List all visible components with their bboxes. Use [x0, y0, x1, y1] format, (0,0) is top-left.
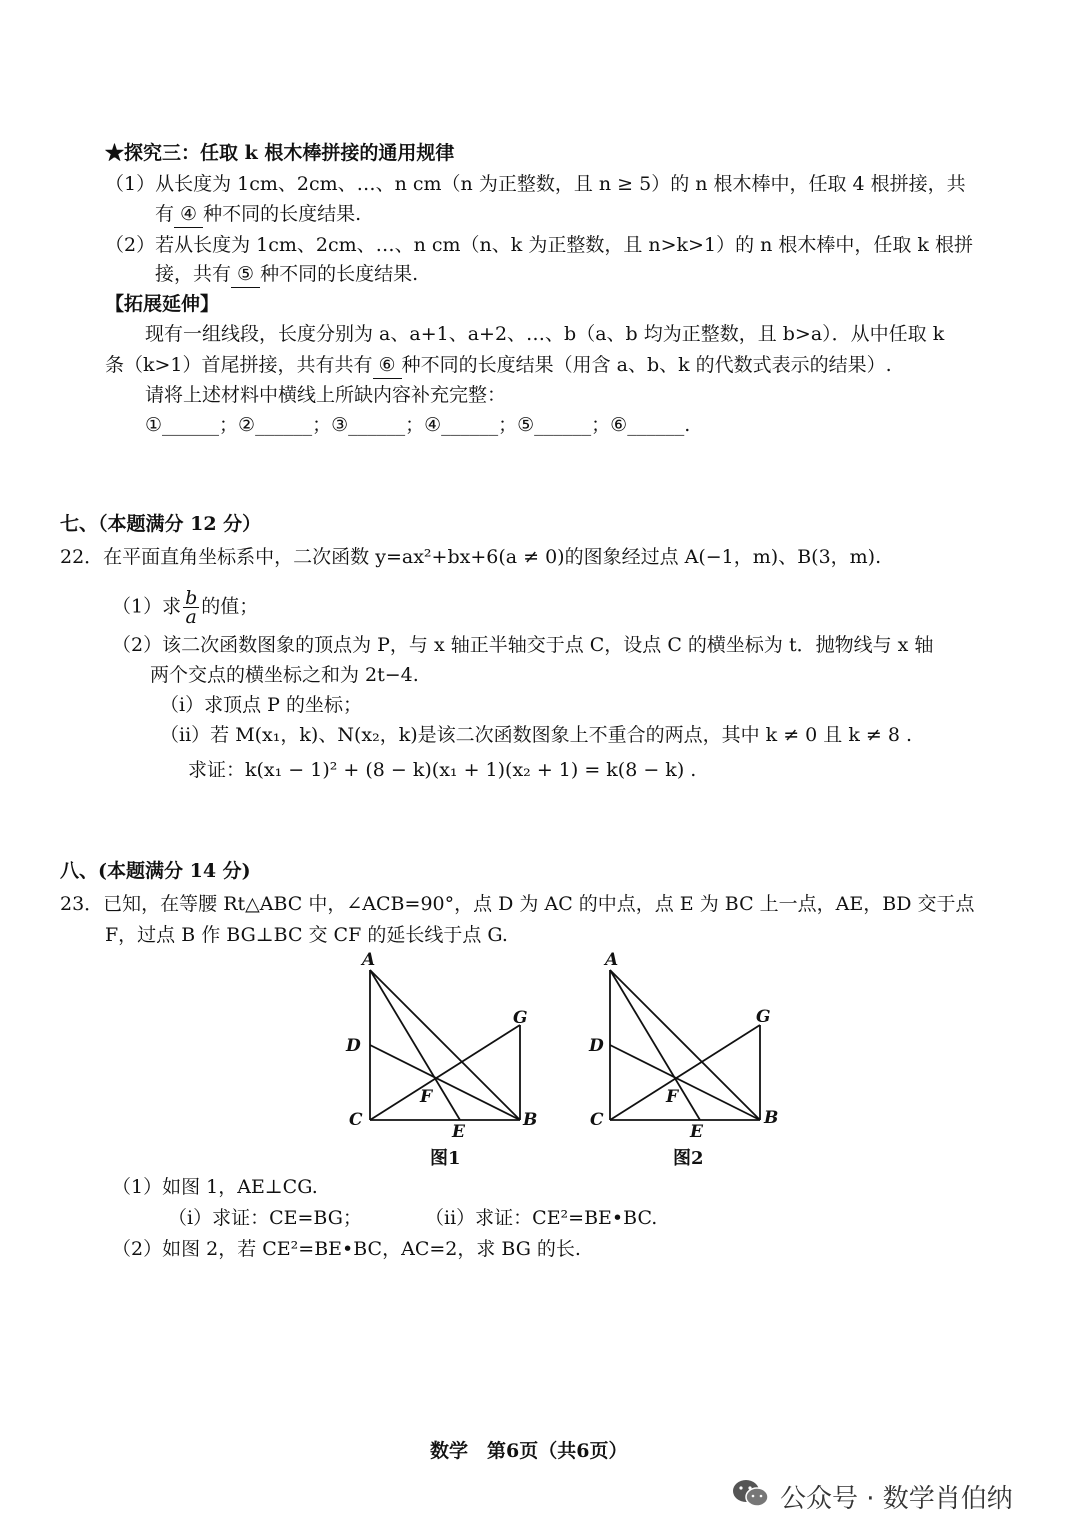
q23-part1-ii: （ii）求证：CE²=BE•BC.: [425, 1207, 658, 1229]
label-G: G: [756, 1007, 771, 1027]
label-B: B: [764, 1108, 779, 1128]
blank-4: ④: [174, 201, 203, 228]
figure-1: [340, 945, 550, 1140]
q23-part2: （2）如图 2，若 CE²=BE•BC，AC=2，求 BG 的长.: [112, 1238, 581, 1260]
q23-stem-line1: 23．已知，在等腰 Rt△ABC 中，∠ACB=90°，点 D 为 AC 的中点，点 E 为 BC 上一点，AE，BD 交于点: [60, 893, 975, 915]
label-C: C: [349, 1110, 363, 1130]
q22-part1: （1）求 $\frac{b}{a}$ 的值；: [112, 587, 259, 628]
label-C: C: [590, 1110, 604, 1130]
wechat-icon: [732, 1478, 770, 1514]
q22-part2-i: （i）求顶点 P 的坐标；: [160, 694, 362, 716]
explore3-p2-line2: 接，共有 ⑤ 种不同的长度结果.: [155, 261, 418, 288]
label-G: G: [513, 1008, 528, 1028]
q22-stem: 22．在平面直角坐标系中，二次函数 y=ax²+bx+6(a ≠ 0)的图象经过点 A(−1，m)、B(3，m).: [60, 546, 882, 568]
q22-prove: 求证：k(x₁ − 1)² + (8 − k)(x₁ + 1)(x₂ + 1) = k(8 − k) .: [188, 759, 697, 781]
figure-2: [580, 945, 790, 1140]
label-F: F: [420, 1087, 433, 1107]
blank-5: ⑤: [231, 261, 260, 288]
label-E: E: [690, 1122, 703, 1140]
extend-title: 【拓展延伸】: [105, 293, 220, 315]
extend-line3: 请将上述材料中横线上所缺内容补充完整：: [145, 384, 507, 406]
q23-part1: （1）如图 1，AE⊥CG.: [112, 1176, 318, 1198]
label-F: F: [666, 1087, 679, 1107]
page-footer: 数学 第6页（共6页）: [430, 1440, 628, 1462]
extend-line1: 现有一组线段，长度分别为 a、a+1、a+2、…、b（a、b 均为正整数，且 b>a）．从中任取 k: [145, 323, 945, 345]
label-A: A: [362, 950, 376, 970]
q23-part1-i: （i）求证：CE=BG；: [168, 1207, 362, 1229]
explore3-p1-line2: 有 ④ 种不同的长度结果.: [155, 201, 361, 228]
explore3-title: ★探究三：任取 k 根木棒拼接的通用规律: [105, 142, 455, 164]
watermark-text: 公众号 · 数学肖伯纳: [780, 1484, 1013, 1514]
label-D: D: [589, 1036, 604, 1056]
q23-stem-line2: F，过点 B 作 BG⊥BC 交 CF 的延长线于点 G.: [105, 924, 508, 946]
extend-line2: 条（k>1）首尾拼接，共有共有 ⑥ 种不同的长度结果（用含 a、b、k 的代数式表示的结果）.: [105, 352, 892, 379]
answer-blanks: ①______；②______；③______；④______；⑤______；⑥______.: [145, 414, 691, 436]
explore3-p2-line1: （2）若从长度为 1cm、2cm、…、n cm（n、k 为正整数，且 n>k>1）的 n 根木棒中，任取 k 根拼: [105, 234, 973, 256]
blank-6: ⑥: [373, 352, 402, 379]
label-A: A: [605, 950, 619, 970]
figure-2-caption: 图2: [673, 1148, 704, 1169]
explore3-p1-line1: （1）从长度为 1cm、2cm、…、n cm（n 为正整数，且 n ≥ 5）的 n 根木棒中，任取 4 根拼接，共: [105, 173, 966, 195]
fraction-b-over-a: $\frac{b}{a}$: [185, 587, 198, 628]
section7-heading: 七、（本题满分 12 分）: [60, 513, 262, 535]
label-E: E: [452, 1122, 465, 1140]
q22-part2-line2: 两个交点的横坐标之和为 2t−4.: [150, 664, 419, 686]
label-D: D: [346, 1036, 361, 1056]
q22-part2-line1: （2）该二次函数图象的顶点为 P，与 x 轴正半轴交于点 C，设点 C 的横坐标为 t．抛物线与 x 轴: [112, 634, 934, 656]
section8-heading: 八、(本题满分 14 分): [60, 860, 251, 882]
label-B: B: [523, 1110, 538, 1130]
q22-part2-ii: （ii）若 M(x₁，k)、N(x₂，k)是该二次函数图象上不重合的两点，其中 k ≠ 0 且 k ≠ 8 .: [160, 724, 913, 746]
figure-1-caption: 图1: [430, 1148, 461, 1169]
